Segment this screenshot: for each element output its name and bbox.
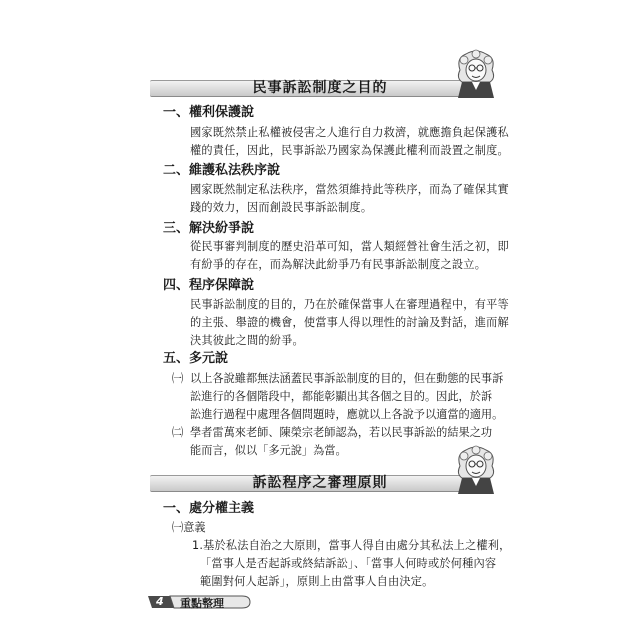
paragraph-dispute-resolution: 從民事審判制度的歷史沿革可知，當人類經營社會生活之初，即 有紛爭的存在，而為解決此紛爭乃有民事訴訟制度之設立。 (190, 240, 509, 271)
heading-pluralism: 五、多元說 (163, 351, 229, 366)
judge-mascot-icon (450, 444, 502, 496)
judge-mascot-icon (450, 48, 502, 100)
pluralism-subitem-2: ㈡ 學者雷萬來老師、陳榮宗老師認為，若以民事訴訟的結果之功 能而言，似以「多元說」為當。 (172, 426, 493, 457)
paragraph-private-law-order: 國家既然制定私法秩序，當然須維持此等秩序，而為了確保其實 踐的效力，因而創設民事訴訟制度。 (190, 183, 509, 214)
section-title: 訴訟程序之審理原則 (252, 475, 388, 491)
heading-private-law-order: 二、維護私法秩序說 (163, 163, 281, 178)
subitem-marker: ㈡ (172, 426, 184, 439)
footer-label: 重點整理 (180, 597, 224, 610)
section-banner-trial-principles (150, 472, 490, 494)
paragraph-procedural-guarantee: 民事訴訟制度的目的，乃在於確保當事人在審理過程中，有平等 的主張、舉證的機會，使當事人得以理性的討論及對話，進而解 決其彼此之間的紛爭。 (190, 298, 509, 347)
page-footer (146, 594, 256, 610)
heading-disposition-principle: 一、處分權主義 (163, 501, 255, 516)
paragraph-meaning: 1.基於私法自治之大原則，當事人得自由處分其私法上之權利， 「當事人是否起訴或終結訴訟」、「當事人何時或於何種內容 範圍對何人起訴」，原則上由當事人自由決定。 (192, 539, 511, 588)
pluralism-subitem-1: ㈠ 以上各說雖都無法涵蓋民事訴訟制度的目的，但在動態的民事訴 訟進行的各個階段中，都能彰顯出其各個之目的。因此，於訴 訟進行過程中處理各個問題時，應就以上各說予以適當的適用。 (172, 372, 504, 421)
section-title: 民事訴訟制度之目的 (252, 80, 388, 96)
heading-dispute-resolution: 三、解決紛爭說 (163, 221, 255, 236)
heading-procedural-guarantee: 四、程序保障說 (163, 278, 255, 293)
subheading-meaning: ㈠意義 (172, 521, 206, 534)
subitem-marker: ㈠ (172, 372, 184, 385)
section-banner-purpose (150, 77, 490, 99)
paragraph-rights-protection: 國家既然禁止私權被侵害之人進行自力救濟，就應擔負起保護私 權的責任，因此，民事訴訟乃國家為保護此權利而設置之制度。 (190, 126, 509, 157)
page-number: 4 (156, 595, 164, 608)
heading-rights-protection: 一、權利保護說 (163, 105, 255, 120)
